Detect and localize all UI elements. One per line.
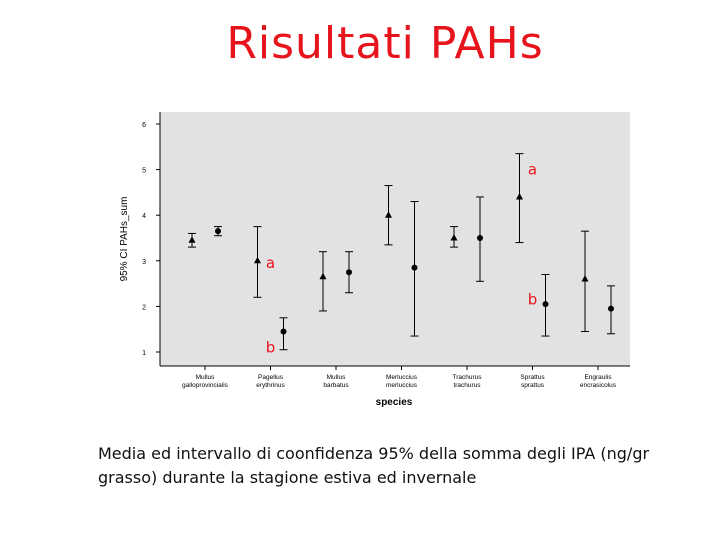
x-tick-label: erythrinus [256, 382, 285, 389]
y-tick-label: 2 [142, 304, 146, 312]
y-axis-label: 95% CI PAHs_sum [119, 196, 130, 282]
mean-point-circle [477, 235, 483, 241]
group-letter-label: a [265, 254, 276, 273]
y-tick-label: 3 [142, 258, 146, 266]
slide-title: Risultati PAHs [226, 18, 544, 69]
x-tick-label: trachurus [453, 382, 481, 389]
mean-point-circle [346, 269, 352, 275]
mean-point-circle [543, 301, 549, 307]
mean-point-circle [608, 306, 614, 312]
y-tick-label: 5 [142, 167, 146, 175]
y-tick-label: 4 [142, 213, 146, 221]
group-letter-label: a [527, 160, 538, 179]
x-tick-label: Engraulis [584, 374, 612, 381]
plot-area [160, 112, 630, 366]
x-tick-label: barbatus [323, 382, 349, 389]
y-tick-label: 1 [142, 350, 146, 357]
x-tick-label: encrasicolus [579, 382, 617, 389]
group-letter-label: b [265, 338, 276, 357]
x-tick-label: Sprattus [520, 374, 545, 381]
x-tick-label: sprattus [520, 382, 545, 389]
mean-point-circle [215, 228, 221, 234]
x-tick-label: Mullus [326, 374, 346, 381]
x-tick-label: galloprovincialis [182, 382, 228, 389]
x-tick-label: Pagellus [258, 374, 283, 381]
x-axis-label: species [375, 397, 413, 408]
mean-point-circle [281, 328, 287, 334]
x-tick-label: merluccius [385, 382, 418, 389]
caption: Media ed intervallo di coonfidenza 95% della somma degli IPA (ng/gr grasso) durante la stagione estiva ed invernale [98, 444, 650, 487]
x-tick-label: Merluccius [385, 374, 418, 381]
x-tick-label: Mullus [195, 374, 215, 381]
mean-point-circle [412, 265, 418, 271]
group-letter-label: b [527, 290, 538, 309]
x-tick-label: Trachurus [452, 374, 482, 381]
y-tick-label: 6 [142, 122, 146, 129]
y-tick-group [142, 122, 160, 357]
x-tick-group [182, 366, 617, 389]
